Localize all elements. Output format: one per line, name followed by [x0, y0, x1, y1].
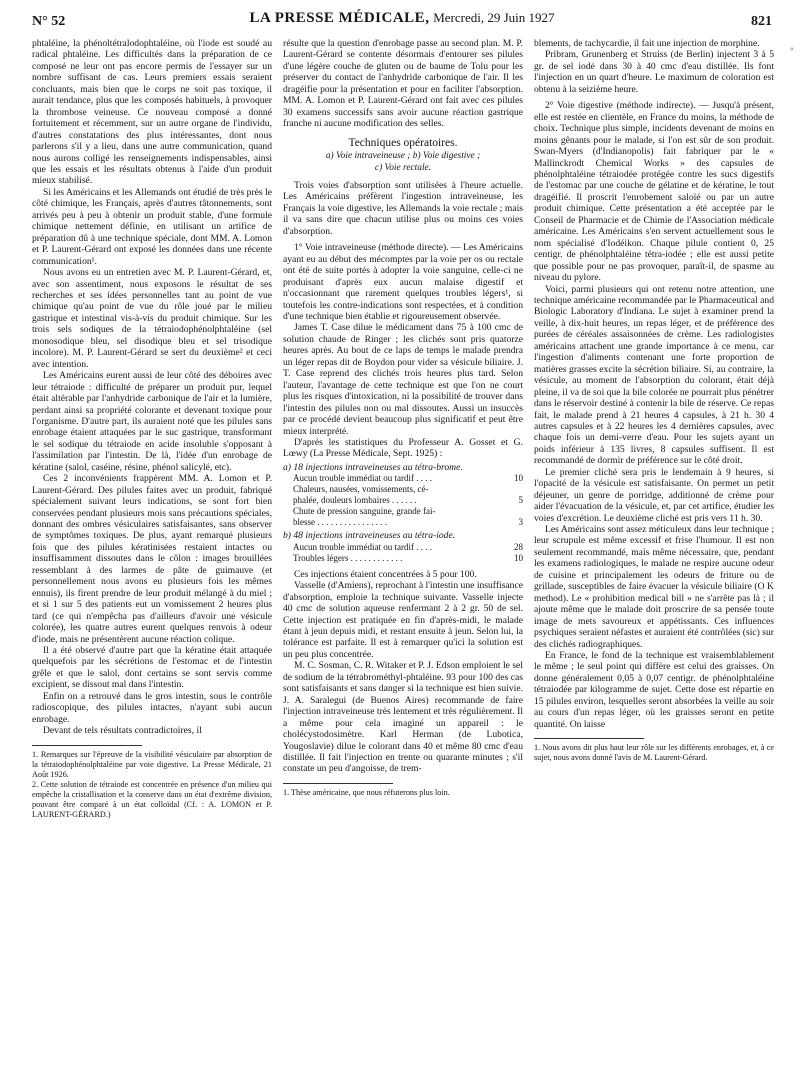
paragraph: résulte que la question d'enrobage passe au second plan. M. P. Laurent-Gérard se contente désormais d'entourer ses pilules d'une légère couche de gluten ou de baume de Tolu pour les préserver du contact de l'anhydride carbonique de l'air. Il les dragéifie pour la présentation et pour en faciliter l'absorption. MM. A. Lomon et P. Laurent-Gérard ont fait avec ces pilules 30 examens successifs sans avoir aucune réaction gastrique franche ni aucune modification des selles.	[283, 38, 523, 130]
subheading-line: a) Voie intraveineuse ; b) Voie digestive ;	[325, 151, 481, 162]
paragraph: Ces injections étaient concentrées à 5 pour 100.	[294, 568, 477, 580]
paragraph: Les Américains eurent aussi de leur côté des déboires avec leur tétraiode : difficulté de préparer un produit pur, lequel était altérable par l'anhydride carbonique de l'air et la lumière, perdant ainsi sa propriété colorante et devenant toxique pour l'organisme. D'autre part, ils auraient noté que les pilules sans enrobage étaient attaquées par le suc gastrique, transformant le sel sodique du tétraiode en acide insoluble s'opposant à l'assimilation par l'intestin. De là, l'idée d'un enrobage de kératine (salol, caséine, résine, phénol salicylé, etc).	[32, 370, 272, 473]
paragraph: Les Américains sont assez méticuleux dans leur technique ; leur scrupule est même excessif et frise l'humour. Il est non seulement recommandé, mais même nécessaire, que, pendant les examens radiologiques, le malade ne respire aucune odeur de cuisine et principalement les odeurs de friture ou de grillade, susceptibles de faire évacuer la vésicule biliaire (O K method). Le « prohibition medical bill » ne s'arrête pas là ; il ajoute même que le malade doit proscrire de sa pensée toute image de mets savoureux et appétissants. Ces influences psychiques seraient néfastes et auraient été contrôlées (sic) sur des clichés radiographiques.	[534, 524, 774, 650]
paragraph: Pribram, Grunenberg et Struiss (de Berlin) injectent 3 à 5 gr. de sel iodé dans 30 à 40 cmc d'eau distillée. Ils font l'injection en un quart d'heure. Le maximum de coloration est obtenu à la seizième heure.	[534, 49, 774, 95]
paragraph: Ces 2 inconvénients frappèrent MM. A. Lomon et P. Laurent-Gérard. Des pilules faites avec un produit, fabriqué spécialement suivant leurs indications, se sont fort bien conservées pendant plusieurs mois sans précautions spéciales, donnant des ombres vésiculaires satisfaisantes, sans observer de symptômes toxiques. De plus, ayant remarqué plusieurs fois que des pilules kératinisées restaient intactes ou insuffisamment dissoutes dans le côlon : images brouillées ressemblant à des larmes de pâte de guimauve (et personnellement nous avons eu plusieurs fois les mêmes ennuis), ils firent prendre de leur produit mélangé à du miel ; et si 1 sur 5 des patients eut un vomissement 2 heures plus tard (ce qui n'empêcha pas d'ailleurs d'avoir une vésicule colorée), les quatre autres eurent quelques renvois à odeur d'iode, mais ne présentèrent aucune réaction colique.	[32, 473, 272, 645]
stats-row: Troubles légers . . . . . . . . . . . . 10	[293, 552, 523, 563]
footnote: 1. Nous avons dit plus haut leur rôle sur les différents enrobages, et, à ce sujet, nous avons donné l'avis de M. Laurent-Gérard.	[534, 743, 774, 763]
footnote: 1. Remarques sur l'épreuve de la visibilité vésiculaire par absorption de la tétraiodophénolphtaléine par voie digestive. La Presse Médicale, 21 Août 1926.	[32, 749, 272, 779]
stats-list-title: b) 48 injections intraveineuses au tétra-iode.	[283, 530, 456, 542]
subheading-line: c) Voie rectale.	[374, 162, 432, 173]
paragraph: Devant de tels résultats contradictoires, il	[43, 725, 202, 737]
paragraph: Voici, parmi plusieurs qui ont retenu notre attention, une technique américaine recommandée par le Pharmaceutical and Biologic Laboratory d'Indiana. Le sujet à examiner prend la veille, à dix-huit heures, un repas léger, et de préférence des purées de céréales assaisonnées de crème. Les radiologistes américains attachent une grande importance à ce menu, car l'ingestion d'aliments contenant une forte proportion de matières grasses excite la sécrétion biliaire. Si, au contraire, la vésicule, au moment de l'absorption du colorant, était déjà pleine, il va de soi que la bile colorée ne pourrait plus pénétrer dans le réservoir destiné à contenir la bile de réserve. Ce repas fait, le malade prend à 21 heures 4 capsules, à 21 h. 30 4 autres capsules et à 22 heures les 4 dernières capsules, avec chaque fois un demi-verre d'eau. Pour les sujets ayant un poids inférieur à 135 livres, 8 capsules suffisent. Il est recommandé de dormir de préférence sur le côté droit.	[534, 283, 774, 467]
stats-row: Aucun trouble immédiat ou tardif . . . . 28	[293, 541, 523, 552]
paragraph: phtaléine, la phénoltétralodophtaléine, où l'iode est soudé au radical phtaléine. Les difficultés dans la préparation de ce composé ne leur ont pas encore permis de l'essayer sur un nombre suffisant de cas. Leurs premiers essais seraient concluants, mais bien que le corps ne soit pas toxique, il aurait tendance, plus que les composés habituels, à provoquer la thrombose veineuse. Ce nouveau composé a donné fortuitement et récemment, sur un autre organe de l'individu, d'autres constatations des plus intéressantes, dont nous parlerons s'il y a lieu, dans une autre communication, quand nous aurons colligé les renseignements indispensables, ainsi que les essais et les résultats obtenus à l'aide d'un produit mieux stabilisé.	[32, 38, 272, 187]
stats-row: Chaleurs, nausées, vomissements, cé-	[293, 484, 429, 495]
stats-row: Chute de pression sanguine, grande fai-	[293, 506, 436, 517]
stats-row: Aucun trouble immédiat ou tardif . . . . 10	[293, 473, 523, 484]
column-right	[534, 38, 774, 1068]
paragraph: blements, de tachycardie, il fait une injection de morphine.	[534, 38, 760, 49]
stats-list-a	[283, 473, 523, 528]
issue-date: Mercredi, 29 Juin 1927	[433, 10, 555, 25]
paragraph: 2° Voie digestive (méthode indirecte). — Jusqu'à présent, elle est restée en clientèle, en France du moins, la méthode de choix. Technique plus simple, incidents devenant de moins en moins gênants pour le malade, si l'on est sûr de son produit. Swan-Myers (d'Indianopolis) fait fabriquer par le « Mallinckrodt Chemical Works » des capsules de phénolphtaléine tétraiodée protégée contre les sucs digestifs de l'estomac par une couche de gélatine et de kératine, le tout dragéifié. Il proscrit l'enrobement saloïé ou par un autre produit chimique. Cette présentation a été acceptée par le Conseil de Pharmacie et de Chimie de l'Association médicale américaine. Les Américains s'en servent actuellement sous le nom spécialisé d'Iodéikon. Chaque pilule contient 0, 25 centigr. de phénolphtaléine tétra-iodée ; elle est aussi petite que possible pour ne pas provoquer, paraît-il, de spasme au niveau du pylore.	[534, 100, 774, 284]
footnote: 1. Thèse américaine, que nous réfuterons plus loin.	[283, 787, 450, 797]
stats-row: blesse . . . . . . . . . . . . . . . . 3	[293, 517, 523, 528]
column-left	[32, 38, 272, 1068]
paragraph: Vasselle (d'Amiens), reprochant à l'intestin une insuffisance d'absorption, emploie la technique suivante. Vasselle injecte 40 cmc de solution aqueuse renfermant 2 à 2 gr. 50 de sel. Cette injection est pratiquée en fin d'après-midi, le malade étant à jeun depuis midi, et restant ensuite à jeun. Selon lui, la tolérance est parfaite. Il est à remarquer qu'ici la solution est un peu plus concentrée.	[283, 580, 523, 660]
paragraph: Il a été observé d'autre part que la kératine était attaquée quelquefois par les sécrétions de l'estomac et de l'intestin grêle et que le salol, dont certains se sont servis comme excipient, se dissout mal dans l'intestin.	[32, 645, 272, 691]
paragraph: En France, le fond de la technique est vraisemblablement le même ; le seul point qui diffère est celui des graisses. On donne généralement 0,05 à 0,07 centigr. de phénolphtaléine tétraiodée par kilogramme de sujet. Cette dose est répartie en 15 pilules environ, lesquelles seront absorbées la veille au soir au cours d'un repas léger, où les graisses seront en petite quantité. On laisse	[534, 650, 774, 730]
paragraph: 1° Voie intraveineuse (méthode directe). — Les Américains ayant eu au début des mécomptes par la voie per os ou rectale ont été de suite portés à adopter la voie sanguine, celle-ci ne produisant d'après eux aucun malaise digestif et n'occasionnant que rarement quelques troubles légers¹, si toutefois les contre-indications sont respectées, et à condition d'une technique bien établie et rigoureusement observée.	[283, 242, 523, 322]
paragraph: M. C. Sosman, C. R. Witaker et P. J. Edson emploient le sel de sodium de la tétrabrométhyl-phtaléine. 93 pour 100 des cas sont satisfaisants et sans danger si la technique est bien suivie. J. A. Saralegui (de Buenos Aires) recommande de faire l'injection intraveineuse très lentement et très régulièrement. Il a même pour cela imaginé un appareil : le cholécystodosimètre. Karl Herman (de Lubotica, Yougoslavie) dilue le colorant dans 40 et même 80 cmc d'eau distillée. Il fait l'injection en trente ou quarante minutes ; s'il constate un peu d'angoisse, de trem-	[283, 660, 523, 775]
paragraph: James T. Case dilue le médicament dans 75 à 100 cmc de solution chaude de Ringer ; les clichés sont pris quatorze heures après. Au bout de ce laps de temps le malade prendra un léger repas dit de Boydon pour vider sa vésicule biliaire. J. T. Case reprend des clichés trois heures plus tard. Selon l'auteur, l'avantage de cette technique est que l'on ne court plus les risques d'intoxication, ni la possibilité de trouver dans l'intestin des pilules non ou mal dissoutes. Aussi un insuccès par ce procédé devient beaucoup plus significatif et peut être mieux interprété.	[283, 322, 523, 437]
section-subheading	[283, 151, 523, 174]
issue-number: N° 52	[32, 14, 66, 29]
paragraph: Si les Américains et les Allemands ont étudié de très près le côté chimique, les Français, après d'autres tâtonnements, sont arrivés peu à peu à obtenir un produit stable, d'une formule chimique nettement définie, en utilisant un artifice de préparation dû à une technique spéciale, dont MM. A. Lomon et P. Laurent-Gérard ont exposé les données dans une récente communication¹.	[32, 186, 272, 267]
margin-mark: «	[790, 44, 794, 53]
page-header	[32, 10, 772, 34]
journal-name: LA PRESSE MÉDICALE,	[249, 10, 430, 26]
footnote-rule	[283, 783, 393, 784]
page-number: 821	[751, 14, 772, 29]
footnote-rule	[534, 738, 644, 739]
paragraph: Nous avons eu un entretien avec M. P. Laurent-Gérard, et, avec son assentiment, nous exposons le résultat de ses recherches et ses idées personnelles tant au point de vue chimique qu'au point de vue du rôle joué par le milieu gastrique et intestinal vis-à-vis du produit chimique. Sur les trois sels sodiques de la tétraiodophénolphtaléine (sel monosodique bleu, sel disodique bleu et sel trisodique incolore). M. P. Laurent-Gérard se sert du deuxième² et ceci avec intention.	[32, 267, 272, 370]
stats-list-b	[283, 542, 523, 564]
stats-list-title: a) 18 injections intraveineuses au tétra-brome.	[283, 461, 463, 473]
paragraph: Trois voies d'absorption sont utilisées à l'heure actuelle. Les Américains préfèrent l'ingestion intraveineuse, les Français la voie digestive, les Allemands la voie rectale ; mais il va sans dire que chacun utilise plus ou moins ces voies d'absorption.	[283, 179, 523, 237]
paragraph: Le premier cliché sera pris le lendemain à 9 heures, si l'opacité de la vésicule est satisfaisante. On permet un petit déjeuner, un genre de porridge, additionné de crème pour aider l'évacuation de la vésicule, et, par cet artifice, étudier les voies d'excrétion. Le deuxième cliché est pris vers 11 h. 30.	[534, 466, 774, 524]
stats-row: phalée, douleurs lombaires . . . . . . 5	[293, 495, 523, 506]
footnote-rule	[32, 745, 142, 746]
footnote: 2. Cette solution de tétraiode est concentrée en présence d'un milieu qui empêche la cristallisation et la conserve dans un état d'extrême division, pouvant être comparé à un état colloïdal (Cf. : A. LOMON et P. LAURENT-GÉRARD.)	[32, 779, 272, 819]
section-heading: Techniques opératoires.	[348, 136, 458, 149]
paragraph: D'après les statistiques du Professeur A. Gosset et G. Lœwy (La Presse Médicale, Sept. 1925) :	[283, 436, 523, 460]
paragraph: Enfin on a retrouvé dans le gros intestin, sous le contrôle radioscopique, des pilules intactes, n'ayant subi aucun enrobage.	[32, 690, 272, 725]
column-middle	[283, 38, 523, 1068]
running-title	[32, 10, 772, 27]
